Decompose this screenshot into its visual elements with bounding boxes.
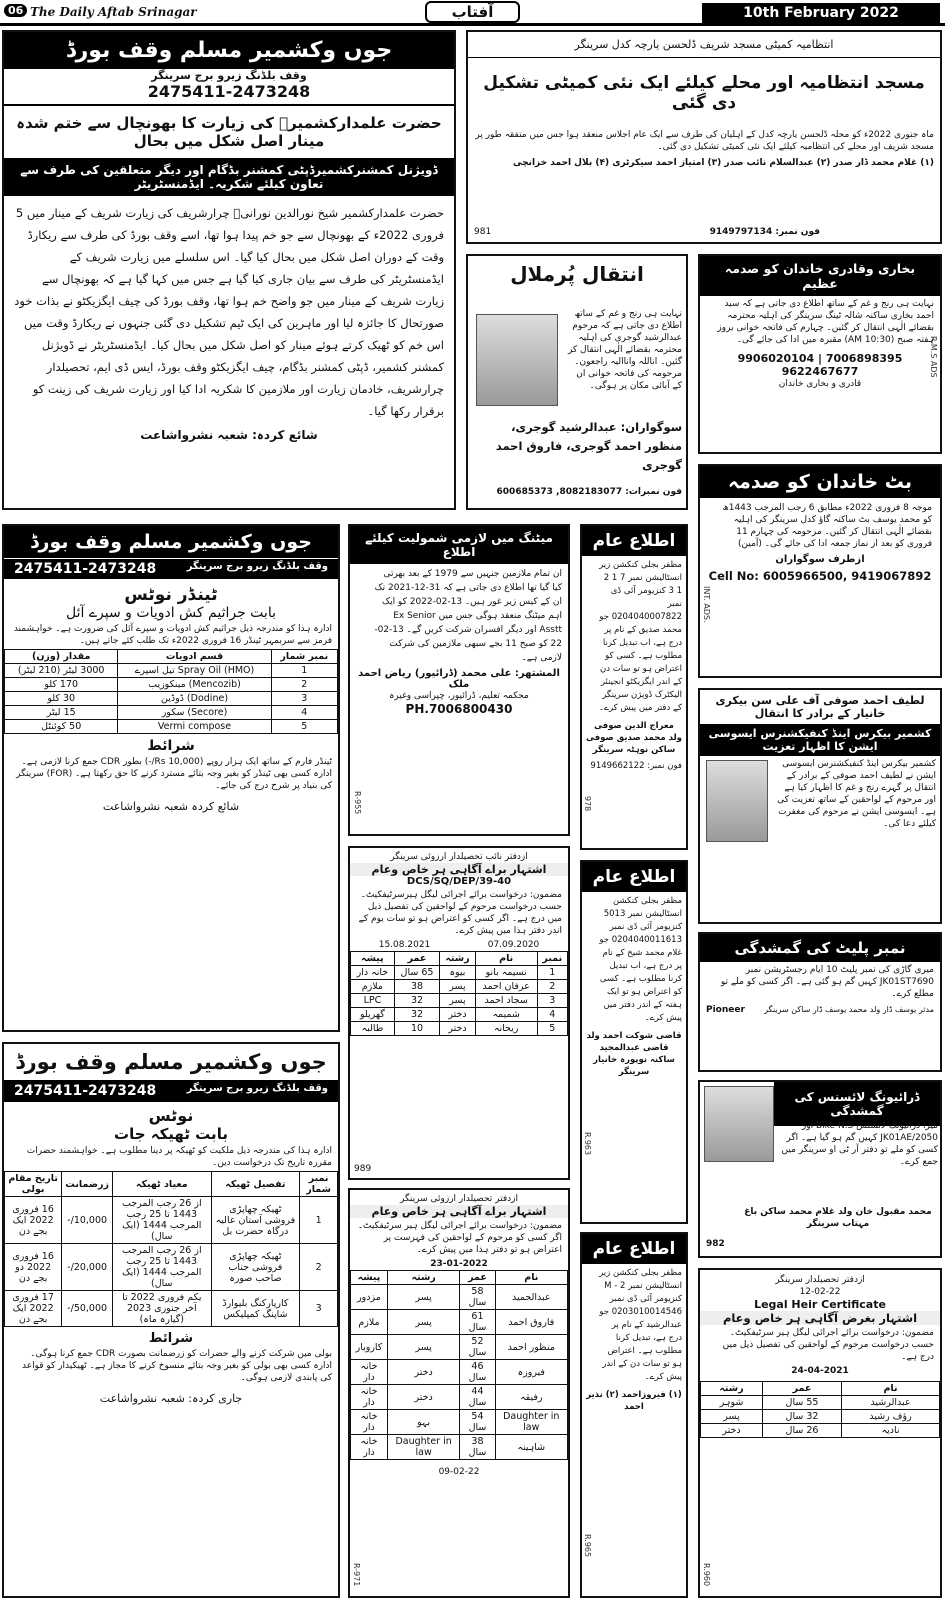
waqf-title: جوں وکشمیر مسلم وقف بورڈ	[4, 32, 454, 69]
cell: 1	[271, 664, 337, 678]
cell: 61 سال	[460, 1310, 495, 1335]
minaret-body: حضرت علمدارکشمیر شیخ نورالدین نورانیؒ چرارشریف کی زیارت شریف کے مینار میں 5 فروری 2022ء کے بھونچال سے جو خم پیدا ہوا تھا، اسے وقف بورڈ کی طرف سے ریکارڈ وقت کے دوران اصل شکل میں بحال کیا گیا۔ اس سلسلے میں زیارت شریف کے ایڈمنسٹریٹر کی طرف سے بیان جاری کیا گیا ہے جس میں کہا گیا ہے کہ بھونچال سے زیارت شریف کے مینار میں جو واضح خم ہوا تھا، وقف بورڈ کی چیف ایگزیکٹو نے بذات خود صورتحال کا جائزہ لیا اور ماہرین کی ایک ٹیم تشکیل دی گئی جنہوں نے ریکارڈ وقت میں اس خم کو ٹھیک کرتے ہوئے مینار کو اصل شکل میں بحال کیا۔ ایڈمنسٹریٹر نے ڈویژنل کمشنر کشمیر، ڈپٹی کمشنر بڈگام، چیف ایگزیکٹو وقف بورڈ، ایس ڈی ایم، تحصیلدار چرارشریف، خادمان زیارت اور ملازمین کا شکریہ ادا کیا اور زیارت شریف کی زینت کو برقرار رکھا گیا۔	[14, 206, 444, 418]
bhat-body: موجہ 8 فروری 2022ء مطابق 6 رجب المرجب 1443ھ کو محمد یوسف بٹ ساکنہ گاؤ کدل سرینگر کی اہلیہ بقضائے الٰہی انتقال کر گئیں۔ مرحومہ کی چہارم 11 فروری کو بعد از نماز جمعہ ادا کی جائے گی۔ (آمین)	[722, 503, 932, 549]
cell: ٹھیکہ چھاپڑی فروشی آستان عالیہ درگاہ حضرت بل	[211, 1197, 300, 1244]
issue-date: 10th February 2022	[702, 3, 940, 23]
cell: 10,000/-	[62, 1197, 113, 1244]
bukhari-phone2: 9622467677	[781, 365, 859, 378]
table-row	[351, 1022, 568, 1036]
licence-photo	[704, 1086, 774, 1162]
table-row	[351, 1410, 568, 1435]
cell: پسر	[387, 1335, 459, 1360]
heirs-table-2	[350, 1270, 568, 1460]
ishtihar2-code: R-971	[352, 1562, 361, 1586]
cell: پسر	[440, 994, 476, 1008]
table-row	[5, 692, 338, 706]
cell: 170 کلو	[5, 678, 118, 692]
cell: 32 سال	[762, 1410, 841, 1424]
cell: 5	[537, 1022, 567, 1036]
ishtihar1-dates	[350, 939, 568, 951]
ilan2-title: اطلاع عام	[582, 862, 686, 892]
bukhari-title: بخاری وقادری خاندان کو صدمہ عظیم	[700, 256, 940, 296]
bukhari-sig: قادری و بخاری خاندان	[778, 379, 862, 389]
condol-photo	[706, 760, 768, 842]
ishtihar1-date1: 15.08.2021	[378, 940, 431, 950]
condol-title: لطیف احمد صوفی آف علی سن بیکری خانیار کے برادر کا انتقال	[715, 694, 925, 720]
table-row	[5, 1197, 338, 1244]
cell: فاروق احمد	[495, 1310, 567, 1335]
condol-sub: کشمیر بیکرس اینڈ کنفیکشنرس ایسوسی ایشن کا اظہار تعزیت	[700, 724, 940, 756]
table-row	[5, 1244, 338, 1291]
table-row	[5, 664, 338, 678]
cell: 1	[300, 1197, 338, 1244]
bhat-title: بٹ خاندان کو صدمہ	[700, 466, 940, 498]
cell: Daughter in law	[495, 1410, 567, 1435]
bukhari-phones: 9906020104 | 7006898395	[737, 352, 903, 365]
minaret-subheading: ڈویژنل کمشنرکشمیرڈپٹی کمشنر بڈگام اور دیگر متعلقین کی طرف سے تعاون کیلئے شکریہ۔ ایڈمنسٹریٹر	[4, 158, 454, 196]
cell: Vermi compose	[118, 720, 271, 734]
meeting-title: میٹنگ میں لازمی شمولیت کیلئے اطلاع	[350, 526, 568, 564]
cell: 58 سال	[460, 1285, 495, 1310]
meeting-sig: المشتھر: علی محمد (ڈرائیور) ریاض احمد ملک	[358, 668, 560, 690]
cell: 44 سال	[460, 1385, 495, 1410]
cell: خانہ دار	[351, 1410, 388, 1435]
ilan3-sig: (۱) فیروزاحمد (۲) نذیر احمد	[586, 1390, 682, 1412]
masjid-phone: فون نمبر: 9149797134	[709, 227, 820, 237]
cell: 32	[394, 994, 439, 1008]
table-row	[351, 966, 568, 980]
ilan1-body: مظفر بجلی کنکشن زیر انسٹالیشن نمبر 7 1 2 1 3 کنزیومر آئی ڈی نمبر 0204040007822 جو محمد صدیق کے نام پر درج ہے، اب تبدیل کرنا مطلوب ہے۔ کسی کو اعتراض ہو تو سات دن کے اندر ایگزیکٹو انجینئر الیکٹرک ڈویژن سرینگر کے دفتر میں پیش کرے۔	[599, 560, 682, 713]
waqf2-address: وقف بلڈنگ زیرو برج سرینگر	[186, 561, 328, 572]
cell: 5	[271, 720, 337, 734]
deceased-photo	[476, 314, 558, 406]
ilan1-title: اطلاع عام	[582, 526, 686, 556]
meeting-code: R-955	[353, 790, 362, 814]
number-plate-lost	[698, 932, 942, 1072]
cell: 17 فروری 2022 ایک بجے دن	[5, 1291, 62, 1327]
legal-heir-notice	[698, 1268, 942, 1598]
cell: دختر	[440, 1022, 476, 1036]
cell: 52 سال	[460, 1335, 495, 1360]
waqf3-subject: بابت ٹھیکہ جات	[114, 1125, 228, 1143]
cell: 3	[271, 692, 337, 706]
col-head: رشتہ	[701, 1382, 763, 1396]
ilan2-code: R.963	[583, 1132, 592, 1156]
col-head: عمر	[762, 1382, 841, 1396]
col-head: پیشہ	[351, 952, 395, 966]
ishtihar1-date2: 07.09.2020	[487, 940, 540, 950]
ilan2-body: مظفر بجلی کنکشن انسٹالیشن نمبر 5013 کنزیومر آئی ڈی نمبر 0204040011613 جو غلام محمد شیخ کے نام پر درج ہے، اب تبدیل کرنا مطلوب ہے۔ کسی کو اعتراض ہو تو ایک ہفتہ کے اندر دفتر میں پیش کرے۔	[599, 896, 682, 1023]
obituary-bukhari	[698, 254, 942, 454]
cell: مزدور	[351, 1285, 388, 1310]
cell: 4	[271, 706, 337, 720]
cell: پسر	[440, 980, 476, 994]
bhat-sig: ازطرف سوگواران	[775, 554, 865, 565]
licence-title: ڈرائیونگ لائسنس کی گمشدگی	[774, 1082, 940, 1126]
waqf-contract-notice	[2, 1042, 340, 1598]
meeting-phone: PH.7006800430	[405, 702, 513, 716]
col-head: زرضمانت	[62, 1172, 113, 1197]
col-head: نام	[842, 1382, 940, 1396]
cell: 10	[394, 1022, 439, 1036]
waqf3-title: جوں وکشمیر مسلم وقف بورڈ	[15, 1050, 327, 1074]
cell: دختر	[440, 1008, 476, 1022]
cell: شمیمہ	[475, 1008, 537, 1022]
table-row	[351, 1335, 568, 1360]
bhat-cell: Cell No: 6005966500, 9419067892	[708, 569, 932, 583]
waqf3-phones: 2475411-2473248	[14, 1083, 157, 1099]
legal-date2: 24-04-2021	[791, 1366, 849, 1376]
col-head: تاریخ مقام بولی	[5, 1172, 62, 1197]
ilan3-body: مظفر بجلی کنکشن زیر انسٹالیشن نمبر M - 2 کنزیومر آئی ڈی نمبر 0203010014546 جو عبدالرشید کے نام پر درج ہے، تبدیل کرنا مطلوب ہے۔ اعتراض ہو تو سات دن کے اندر پیش کرے۔	[599, 1268, 682, 1382]
obit-title: انتقال پُرملال	[510, 262, 644, 286]
table-row	[5, 720, 338, 734]
licence-body: میرا ڈرائیونگ لائسنس Bike N.S اور JK01AE/2050 کہیں گم ہو گیا ہے۔ اگر کسی کو ملے تو دفتر آر ٹی او سرینگر میں جمع کرے۔	[781, 1121, 938, 1167]
cell: 2	[300, 1244, 338, 1291]
obituary-bhat	[698, 464, 942, 678]
legal-title: اشتہار بغرض آگاہی ہر خاص وعام	[700, 1311, 940, 1325]
ilan1-code: 978	[583, 796, 592, 812]
ishtihar2-title: اشتہار براے آگاہی ہر خاص وعام	[350, 1205, 568, 1218]
public-notice-3	[580, 1232, 688, 1598]
legal-heirs-table	[700, 1381, 940, 1438]
contracts-table	[4, 1171, 338, 1327]
ishtihar1-title: اشتہار براے آگاہی ہر خاص وعام	[350, 863, 568, 876]
obit-body: نہایت ہی رنج و غم کے ساتھ اطلاع دی جاتی ہے کہ مرحوم عبدالرشید گوجری کی اہلیہ محترمہ بقضائے الٰہی انتقال کر گئیں۔ اناللہ واناالیہ راجعون۔ مرحومہ کی فاتحہ خوانی ان کے آبائی مکان پر ہوگی۔	[567, 309, 682, 391]
cell: 1	[537, 966, 567, 980]
cell: عرفان احمد	[475, 980, 537, 994]
ishtihar2-date1: 23-01-2022	[430, 1259, 488, 1269]
cell: بہو	[387, 1410, 459, 1435]
table-row	[351, 1310, 568, 1335]
cell: 65 سال	[394, 966, 439, 980]
cell: خانہ دار	[351, 1385, 388, 1410]
cell: خانہ دار	[351, 1360, 388, 1385]
public-notice-2	[580, 860, 688, 1224]
plate-footer	[700, 1002, 940, 1018]
table-row	[351, 1008, 568, 1022]
table-row	[351, 1385, 568, 1410]
waqf3-address-bar	[4, 1080, 338, 1102]
legal-top: ازدفتر تحصیلدار سرینگر	[775, 1275, 865, 1285]
cell: 16 فروری 2022 ایک بجے دن	[5, 1197, 62, 1244]
cell: 2	[271, 678, 337, 692]
ishtihar2-date2: 09-02-22	[438, 1467, 480, 1477]
bhat-code: INT. ADS.	[702, 586, 711, 623]
cell: نسیمہ بانو	[475, 966, 537, 980]
masjid-headline: مسجد انتظامیہ اور محلے کیلئے ایک نئی کمیٹی تشکیل دی گئی	[483, 73, 925, 113]
table-row	[351, 1285, 568, 1310]
cell: دختر	[701, 1424, 763, 1438]
plate-sig: Pioneer	[706, 1005, 745, 1015]
cell: ریحانہ	[475, 1022, 537, 1036]
waqf2-phones: 2475411-2473248	[14, 561, 157, 577]
cell: رؤف رشید	[842, 1410, 940, 1424]
table-row	[701, 1424, 940, 1438]
cell: از 26 رجب المرجب 1443 تا 25 رجب المرجب 1444 (ایک سال)	[112, 1197, 211, 1244]
waqf3-notice: نوٹس	[148, 1106, 194, 1125]
col-head: نام	[475, 952, 537, 966]
table-row	[701, 1410, 940, 1424]
col-head: نمبر شمار	[300, 1172, 338, 1197]
obit-phones: فون نمبرات: 8082183077, 600685373	[496, 487, 682, 497]
meeting-body: ان تمام ملازمین جنہیں سے 1979 کے بعد بھرتی کیا گیا تھا اطلاع دی جاتی ہے کہ 31-12-2021 تک ان کے کیس زیر غور ہیں۔ 13-02-2022 کو ایک اہم میٹنگ منعقد ہوگی جس میں Ex Senior Asstt اور دیگر افسران شرکت کریں گے۔ 13-02-22 کو صبح 11 بجے سبھی ملازمین کی شرکت لازمی ہے۔	[374, 569, 562, 663]
col-head: مقدار (وزن)	[5, 650, 118, 664]
masjid-body: ماہ جنوری 2022ء کو محلہ ڈلحسن یارچہ کدل کے اہلیان کی طرف سے ایک عام اجلاس منعقد ہوا جس میں متفقہ طور پر مسجد شریف اور محلے کی انتظامیہ کیلئے ایک نئی کمیٹی تشکیل دی گئی۔	[475, 130, 934, 152]
cell: عبدالحمید	[495, 1285, 567, 1310]
masthead	[0, 0, 945, 26]
cell: 3	[537, 994, 567, 1008]
waqf2-intro: ادارہ ہذا کو مندرجہ ذیل جراثیم کش ادویات و سپرے آئل کی ضرورت ہے۔ خواہشمند فرمز سے سربمہر ٹینڈر 16 فروری 2022ء تک طلب کئے جاتے ہیں۔	[13, 624, 332, 646]
cell: 55 سال	[762, 1396, 841, 1410]
waqf2-terms: ٹینڈر فارم کے ساتھ ایک ہزار روپے (Rs 10,000/-) بطور CDR جمع کرنا لازمی ہے۔ ادارہ کسی بھی ٹینڈر کو بغیر وجہ بتائے مسترد کرنے کا حق رکھتا ہے۔ (FOR) سرینگر کی بنیاد پر شرح درج کی جائے۔	[16, 757, 332, 791]
plate-title: نمبر پلیٹ کی گمشدگی	[700, 934, 940, 962]
col-head: معیاد ٹھیکہ	[112, 1172, 211, 1197]
cell: 38	[394, 980, 439, 994]
bakers-condolence	[698, 688, 942, 924]
cell: 50,000/-	[62, 1291, 113, 1327]
page-number: 06	[4, 4, 27, 17]
masjid-committee-notice	[466, 30, 942, 244]
cell: (Mencozib) مینکوزیب	[118, 678, 271, 692]
cell: Spray Oil (HMO) تیل اسپرے	[118, 664, 271, 678]
cell: طالبہ	[351, 1022, 395, 1036]
cell: LPC	[351, 994, 395, 1008]
ilan1-phone: فون نمبر: 9149662122	[590, 761, 682, 771]
cell: ملازم	[351, 1310, 388, 1335]
cell: کارپارکنگ بلیوارڈ شاپنگ کمپلیکس	[211, 1291, 300, 1327]
cell: شاہینہ	[495, 1435, 567, 1460]
ilan2-sig: قاضی شوکت احمد ولد قاضی عبدالمجید ساکنہ نوپورہ خانیار سرینگر	[586, 1031, 682, 1077]
legal-date: 12-02-22	[799, 1287, 841, 1297]
paper-logo: آفتاب	[425, 1, 520, 23]
legal-cert: Legal Heir Certificate	[754, 1298, 886, 1311]
plate-body: میری گاڑی کی نمبر پلیٹ 10 ایام رجسٹریشن نمبر JK01ST7690 کہیں گم ہو گئی ہے۔ اگر کسی کو ملے تو مطلع کرے۔	[720, 965, 934, 999]
masjid-code: 981	[474, 227, 492, 237]
condol-body: کشمیر بیکرس اینڈ کنفیکشنرس ایسوسی ایشن نے لطیف احمد صوفی کے برادر کے انتقال پر گہرے رنج و غم کا اظہار کیا ہے اور مرحوم کے لواحقین کے ساتھ تعزیت کی ہے۔ ایسوسی ایشن نے مرحوم کی مغفرت کیلئے دعا کی۔	[777, 759, 936, 829]
cell: 20,000/-	[62, 1244, 113, 1291]
cell: دختر	[387, 1360, 459, 1385]
ishtihar1-ref: DCS/SQ/DEP/39-40	[406, 876, 512, 887]
cell: بیوہ	[440, 966, 476, 980]
waqf-tender-notice	[2, 524, 340, 1032]
cell: 16 فروری 2022 دو بجے دن	[5, 1244, 62, 1291]
cell: ملازم	[351, 980, 395, 994]
cell: دختر	[387, 1385, 459, 1410]
licence-lost	[698, 1080, 942, 1258]
cell: 46 سال	[460, 1360, 495, 1385]
cell: 54 سال	[460, 1410, 495, 1435]
cell: 32	[394, 1008, 439, 1022]
ishtihar-legal-heir-1	[348, 846, 570, 1180]
plate-sig2: مدثر یوسف ڈار ولد محمد یوسف ڈار ساکن سرینگر	[764, 1005, 934, 1014]
ishtihar1-code: 989	[354, 1164, 372, 1174]
meeting-notice	[348, 524, 570, 836]
waqf2-notice: ٹینڈر نوٹس	[124, 585, 218, 605]
waqf3-terms-title: شرائط	[148, 1331, 194, 1346]
ilan1-sig: معراج الدین صوفی ولد محمد صدیق صوفی ساکن نوہٹہ سرینگر	[586, 721, 682, 755]
cell: فیروزہ	[495, 1360, 567, 1385]
cell: گھریلو	[351, 1008, 395, 1022]
cell: عبدالرشید	[842, 1396, 940, 1410]
table-row	[351, 1435, 568, 1460]
cell: 30 کلو	[5, 692, 118, 706]
col-head: عمر	[394, 952, 439, 966]
col-head: نام	[495, 1271, 567, 1285]
cell: 2	[537, 980, 567, 994]
cell: Daughter in law	[387, 1435, 459, 1460]
table-row	[5, 678, 338, 692]
table-row	[5, 706, 338, 720]
waqf2-address-bar	[4, 558, 338, 579]
meeting-sub: محکمہ تعلیم، ڈرائیور، چپراسی وغیرہ	[389, 691, 529, 701]
col-head: نمبر	[537, 952, 567, 966]
col-head: رشتہ	[440, 952, 476, 966]
cell: پسر	[387, 1285, 459, 1310]
table-row	[701, 1396, 940, 1410]
table-row	[351, 994, 568, 1008]
bukhari-body: نہایت ہی رنج و غم کے ساتھ اطلاع دی جاتی ہے کہ سید احمد بخاری ساکنہ شالہ ٹینگ سرینگر کی اہلیہ محترمہ بقضائے الٰہی انتقال کر گئیں۔ چہارم کی فاتحہ خوانی بروز ہفتہ صبح (10:30 AM) مقبرہ میں ادا کی جائے گی۔	[717, 299, 934, 345]
cell: کاروبار	[351, 1335, 388, 1360]
cell: نادیہ	[842, 1424, 940, 1438]
cell: شوہر	[701, 1396, 763, 1410]
col-head: تفصیل ٹھیکہ	[211, 1172, 300, 1197]
waqf3-address: وقف بلڈنگ زیرو برج سرینگر	[186, 1083, 328, 1094]
ishtihar1-top: ازدفتر نائب تحصیلدار ارزوئی سرینگر	[390, 852, 528, 862]
waqf3-intro: ادارہ ہذا کی مندرجہ ذیل ملکیت کو ٹھیکہ پر دینا مطلوب ہے۔ خواہشمند حضرات مقررہ تاریخ تک درخواست دیں۔	[26, 1146, 332, 1168]
waqf3-terms: بولی میں شرکت کرنے والے حضرات کو زرضمانت بصورت CDR جمع کرنا ہوگی۔ ادارہ کسی بھی بولی کو بغیر وجہ بتائے منسوخ کرنے کا مجاز ہے۔ ٹھیکیدار کو قواعد کی پابندی لازمی ہوگی۔	[21, 1349, 332, 1383]
minaret-footer: شائع کردہ: شعبہ نشرواشاعت	[140, 428, 318, 442]
waqf2-subject: بابت جراثیم کش ادویات و سپرے آئل	[66, 605, 276, 621]
public-notice-1	[580, 524, 688, 850]
ilan3-title: اطلاع عام	[582, 1234, 686, 1264]
minaret-heading: حضرت علمدارکشمیرؒ کی زیارت کا بھونچال سے ختم شدہ مینار اصل شکل میں بحال	[16, 114, 442, 150]
cell: پسر	[701, 1410, 763, 1424]
licence-code: 982	[706, 1239, 725, 1249]
cell: 26 سال	[762, 1424, 841, 1438]
table-row	[351, 1360, 568, 1385]
medicine-table	[4, 649, 338, 734]
cell: 50 کوئنٹل	[5, 720, 118, 734]
waqf-notice-minaret	[2, 30, 456, 510]
legal-body: مضمون: درخواست برائے اجرائی لیگل ہیر سرٹیفکیٹ۔ حسب درخواست مرحوم کے لواحقین کی تفصیل ذیل میں درج ہے۔	[722, 1328, 934, 1362]
heirs-table	[350, 951, 568, 1036]
col-head: رشتہ	[387, 1271, 459, 1285]
cell: یکم فروری 2022 تا آخر جنوری 2023 (گیارہ ماہ)	[112, 1291, 211, 1327]
cell: 4	[537, 1008, 567, 1022]
cell: پسر	[387, 1310, 459, 1335]
waqf-address	[4, 69, 454, 82]
table-row	[351, 980, 568, 994]
waqf2-terms-title: شرائط	[147, 738, 195, 754]
obit-mourners: سوگواران: عبدالرشید گوجری، منظور احمد گوجری، فاروق احمد گوجری	[495, 420, 682, 472]
ishtihar-legal-heir-2	[348, 1188, 570, 1598]
cell: (Dodine) ڈوڈین	[118, 692, 271, 706]
paper-name: The Daily Aftab Srinagar	[30, 5, 197, 19]
waqf2-title: جوں وکشمیر مسلم وقف بورڈ	[4, 526, 338, 558]
cell: (Secore) سکور	[118, 706, 271, 720]
cell: 3000 لیٹر (210 لیٹر)	[5, 664, 118, 678]
ishtihar1-body: مضمون: درخواست برائے اجرائی لیگل ہیرسرٹیفکیٹ۔ حسب درخواست مرحوم کے لواحقین کی تفصیل ذیل میں درج ہے۔ اگر کسی کو اعتراض ہو تو سات یوم کے اندر دفتر ہذا میں پیش کرے۔	[358, 890, 562, 936]
waqf-phones: 2475411-2473248	[4, 82, 454, 106]
ishtihar2-body: مضمون: درخواست برائے اجرائی لیگل ہیر سرٹیفکیٹ۔ اگر کسی کو مرحوم کے لواحقین کی فہرست پر اعتراض ہو تو دفتر ہذا میں پیش کرے۔	[357, 1221, 562, 1255]
cell: سجاد احمد	[475, 994, 537, 1008]
col-head: نمبر شمار	[271, 650, 337, 664]
bukhari-code: R.M.S ADS	[929, 336, 938, 378]
table-row	[5, 1291, 338, 1327]
legal-code: R.960	[702, 1562, 711, 1586]
obituary-gojri	[466, 254, 688, 510]
ilan3-code: R.965	[583, 1534, 592, 1558]
cell: رفیقہ	[495, 1385, 567, 1410]
col-head: قسم ادویات	[118, 650, 271, 664]
col-head: پیشہ	[351, 1271, 388, 1285]
col-head: عمر	[460, 1271, 495, 1285]
cell: 3	[300, 1291, 338, 1327]
cell: خانہ دار	[351, 966, 395, 980]
cell: 15 لیٹر	[5, 706, 118, 720]
masjid-members: (۱) غلام محمد ڈار صدر (۲) عبدالسلام نائب صدر (۳) امتیاز احمد سیکرٹری (۴) بلال احمد خزانچی	[512, 158, 934, 168]
waqf3-footer: جاری کردہ: شعبہ نشرواشاعت	[99, 1392, 243, 1405]
waqf-address-text: وقف بلڈنگ زیرو برج سرینگر	[151, 69, 307, 82]
cell: خانہ دار	[351, 1435, 388, 1460]
waqf2-footer: شائع کردہ شعبہ نشرواشاعت	[102, 800, 240, 813]
masjid-top: انتظامیہ کمیٹی مسجد شریف ڈلحسن یارچہ کدل سرینگر	[468, 32, 940, 58]
ishtihar2-top: ازدفتر تحصیلدار ارزوئی سرینگر	[399, 1194, 518, 1204]
cell: 38 سال	[460, 1435, 495, 1460]
cell: از 26 رجب المرجب 1443 تا 25 رجب المرجب 1444 (ایک سال)	[112, 1244, 211, 1291]
licence-sig: محمد مقبول خان ولد غلام محمد ساکن باغ مہتاب سرینگر	[744, 1207, 932, 1229]
cell: منظور احمد	[495, 1335, 567, 1360]
cell: ٹھیکہ چھاپڑی فروشی جناب صاحب صورہ	[211, 1244, 300, 1291]
